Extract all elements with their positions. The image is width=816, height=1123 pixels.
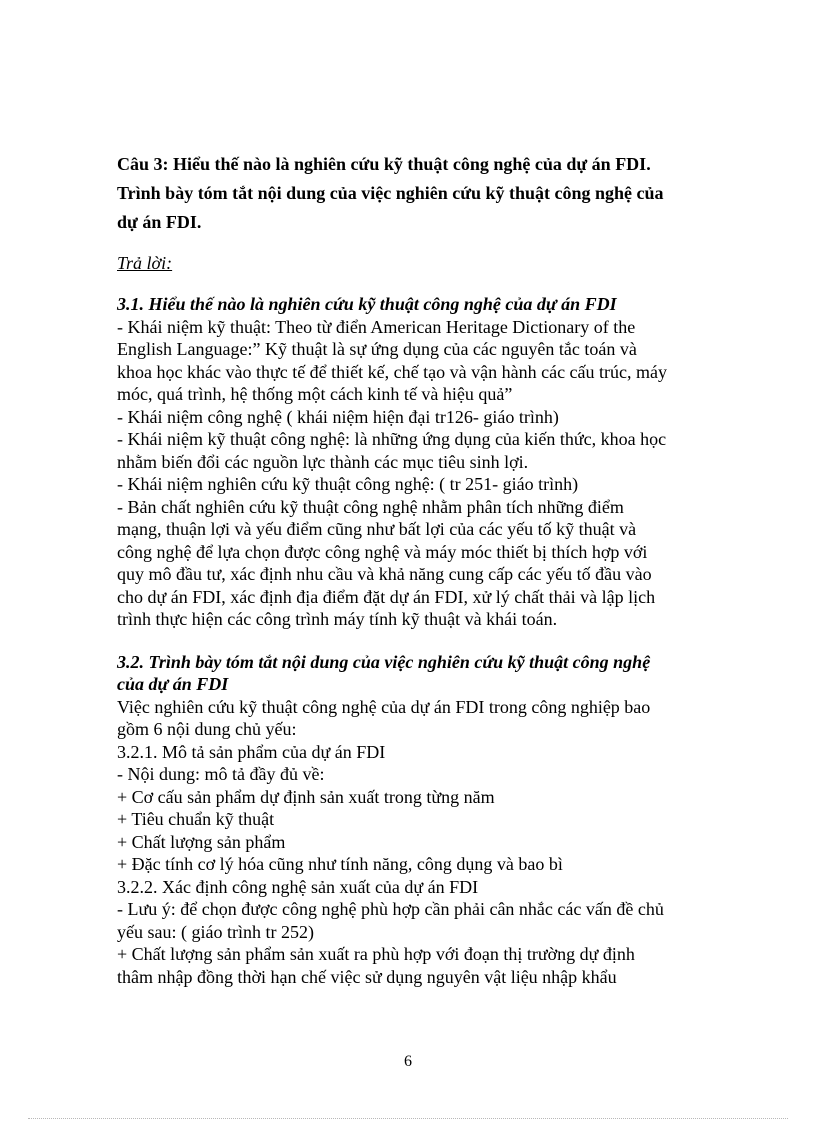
question-line: dự án FDI. (117, 212, 202, 232)
section-gap (117, 631, 707, 651)
list-item: + Chất lượng sản phẩm (117, 831, 286, 852)
list-item: + Đặc tính cơ lý hóa cũng như tính năng, công dụng và bao bì (117, 854, 563, 874)
page-bottom-divider (28, 1118, 788, 1119)
body-line: quy mô đầu tư, xác định nhu cầu và khả năng cung cấp các yếu tố đầu vào (117, 564, 652, 584)
section-2-body (117, 696, 707, 989)
body-line: mạng, thuận lợi và yếu điểm cũng như bất lợi của các yếu tố kỹ thuật và (117, 519, 637, 539)
heading-line: của dự án FDI (117, 674, 229, 694)
page-content (117, 150, 707, 988)
page-number: 6 (404, 1053, 412, 1070)
question-title (117, 150, 707, 237)
body-line: cho dự án FDI, xác định địa điểm đặt dự án FDI, xử lý chất thải và lập lịch (117, 586, 656, 607)
body-line: thâm nhập đồng thời hạn chế việc sử dụng nguyên vật liệu nhập khẩu (117, 966, 617, 987)
body-line: - Khái niệm công nghệ ( khái niệm hiện đại tr126- giáo trình) (117, 406, 559, 427)
body-line: gồm 6 nội dung chủ yếu: (117, 719, 297, 739)
body-line: - Nội dung: mô tả đầy đủ về: (117, 764, 325, 784)
answer-label: Trả lời: (117, 253, 173, 273)
body-line: Việc nghiên cứu kỹ thuật công nghệ của dự án FDI trong công nghiệp bao (117, 696, 651, 717)
body-line: - Lưu ý: để chọn được công nghệ phù hợp cần phải cân nhắc các vấn đề chủ (117, 899, 664, 919)
body-line: trình thực hiện các công trình máy tính kỹ thuật và khái toán. (117, 609, 558, 629)
body-line: công nghệ để lựa chọn được công nghệ và máy móc thiết bị thích hợp với (117, 541, 648, 562)
list-item: + Cơ cấu sản phẩm dự định sản xuất trong từng năm (117, 786, 495, 807)
body-line: - Bản chất nghiên cứu kỹ thuật công nghệ nhằm phân tích những điểm (117, 496, 624, 517)
body-line: khoa học khác vào thực tế để thiết kế, chế tạo và vận hành các cấu trúc, máy (117, 361, 668, 382)
heading-line: 3.2. Trình bày tóm tắt nội dung của việc nghiên cứu kỹ thuật công nghệ (117, 651, 651, 672)
body-line: móc, quá trình, hệ thống một cách kinh tế và hiệu quả” (117, 384, 513, 404)
body-line: - Khái niệm kỹ thuật: Theo từ điển American Heritage Dictionary of the (117, 316, 636, 337)
body-line: - Khái niệm nghiên cứu kỹ thuật công nghệ: ( tr 251- giáo trình) (117, 474, 579, 494)
section-1-heading: 3.1. Hiểu thế nào là nghiên cứu kỹ thuật công nghệ của dự án FDI (117, 294, 617, 314)
body-line: yếu sau: ( giáo trình tr 252) (117, 921, 314, 942)
body-line: nhằm biến đổi các nguồn lực thành các mục tiêu sinh lợi. (117, 451, 529, 472)
list-item: + Tiêu chuẩn kỹ thuật (117, 809, 275, 829)
body-line: English Language:” Kỹ thuật là sự ứng dụng của các nguyên tắc toán và (117, 339, 637, 359)
question-line: Trình bày tóm tắt nội dung của việc nghiên cứu kỹ thuật công nghệ của (117, 183, 664, 203)
section-1-body (117, 316, 707, 631)
body-line: - Khái niệm kỹ thuật công nghệ: là những ứng dụng của kiến thức, khoa học (117, 429, 667, 449)
subsection-heading: 3.2.1. Mô tả sản phẩm của dự án FDI (117, 741, 386, 762)
list-item: + Chất lượng sản phẩm sản xuất ra phù hợp với đoạn thị trường dự định (117, 944, 635, 964)
section-2-heading (117, 651, 707, 696)
subsection-heading: 3.2.2. Xác định công nghệ sản xuất của dự án FDI (117, 876, 479, 897)
question-line: Câu 3: Hiểu thế nào là nghiên cứu kỹ thuật công nghệ của dự án FDI. (117, 154, 651, 174)
